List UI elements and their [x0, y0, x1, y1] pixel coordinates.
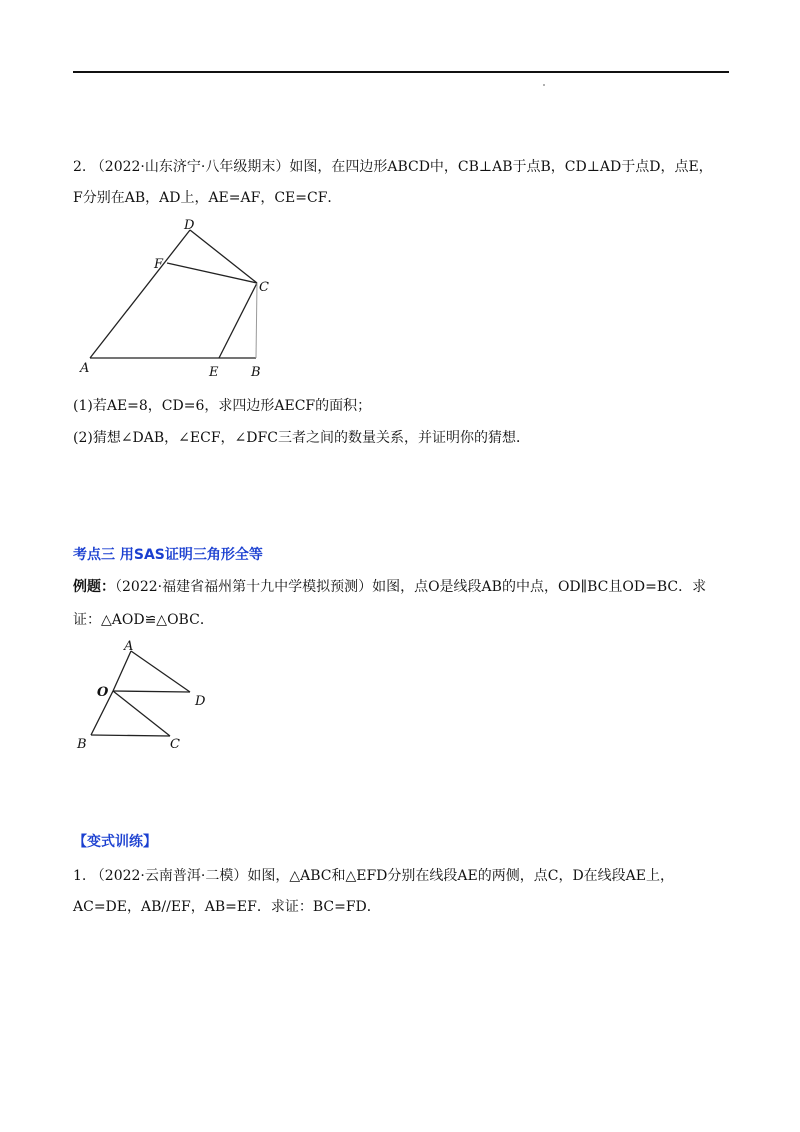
label-C2: C	[170, 737, 180, 752]
segment-EC	[219, 283, 257, 358]
label-A2: A	[124, 639, 134, 654]
segment-OC	[113, 691, 170, 736]
label-E: E	[209, 365, 219, 380]
label-B: B	[251, 365, 261, 380]
problem2-line2: F分别在AB，AD上，AE=AF，CE=CF．	[73, 190, 342, 206]
label-B2: B	[77, 737, 87, 752]
example-text: （2022·福建省福州第十九中学模拟预测）如图，点O是线段AB的中点，OD∥BC且OD=BC．求	[115, 579, 707, 595]
label-A: A	[80, 361, 90, 376]
example-line2: 证：△AOD≌△OBC．	[73, 612, 214, 628]
section-heading: 考点三 用SAS证明三角形全等	[73, 547, 263, 563]
label-D2: D	[195, 694, 206, 709]
label-F: F	[154, 257, 164, 272]
segment-CB	[256, 283, 257, 358]
problem2-line1: 2. （2022·山东济宁·八年级期末）如图，在四边形ABCD中，CB⊥AB于点B，CD⊥AD于点D，点E，	[73, 159, 713, 175]
problem2-question1: (1)若AE=8，CD=6，求四边形AECF的面积；	[73, 398, 372, 414]
segment-BC	[91, 735, 170, 736]
problem2-question2: (2)猜想∠DAB，∠ECF，∠DFC三者之间的数量关系，并证明你的猜想．	[73, 430, 530, 446]
example-line1	[73, 577, 706, 597]
segment-AD	[90, 230, 190, 358]
variant-line2: AC=DE，AB//EF，AB=EF．求证：BC=FD．	[73, 899, 381, 915]
variant-heading: 【变式训练】	[73, 834, 157, 850]
segment-AO	[113, 651, 131, 691]
label-D: D	[184, 218, 195, 233]
segment-AD2	[131, 651, 190, 692]
label-O: O	[97, 685, 109, 700]
example-label: 例题：	[73, 579, 115, 595]
segment-OD	[113, 691, 190, 692]
label-C: C	[259, 280, 269, 295]
variant-line1: 1. （2022·云南普洱·二模）如图，△ABC和△EFD分别在线段AE的两侧，点C，D在线段AE上，	[73, 868, 674, 884]
quadrilateral-lines	[90, 230, 257, 358]
